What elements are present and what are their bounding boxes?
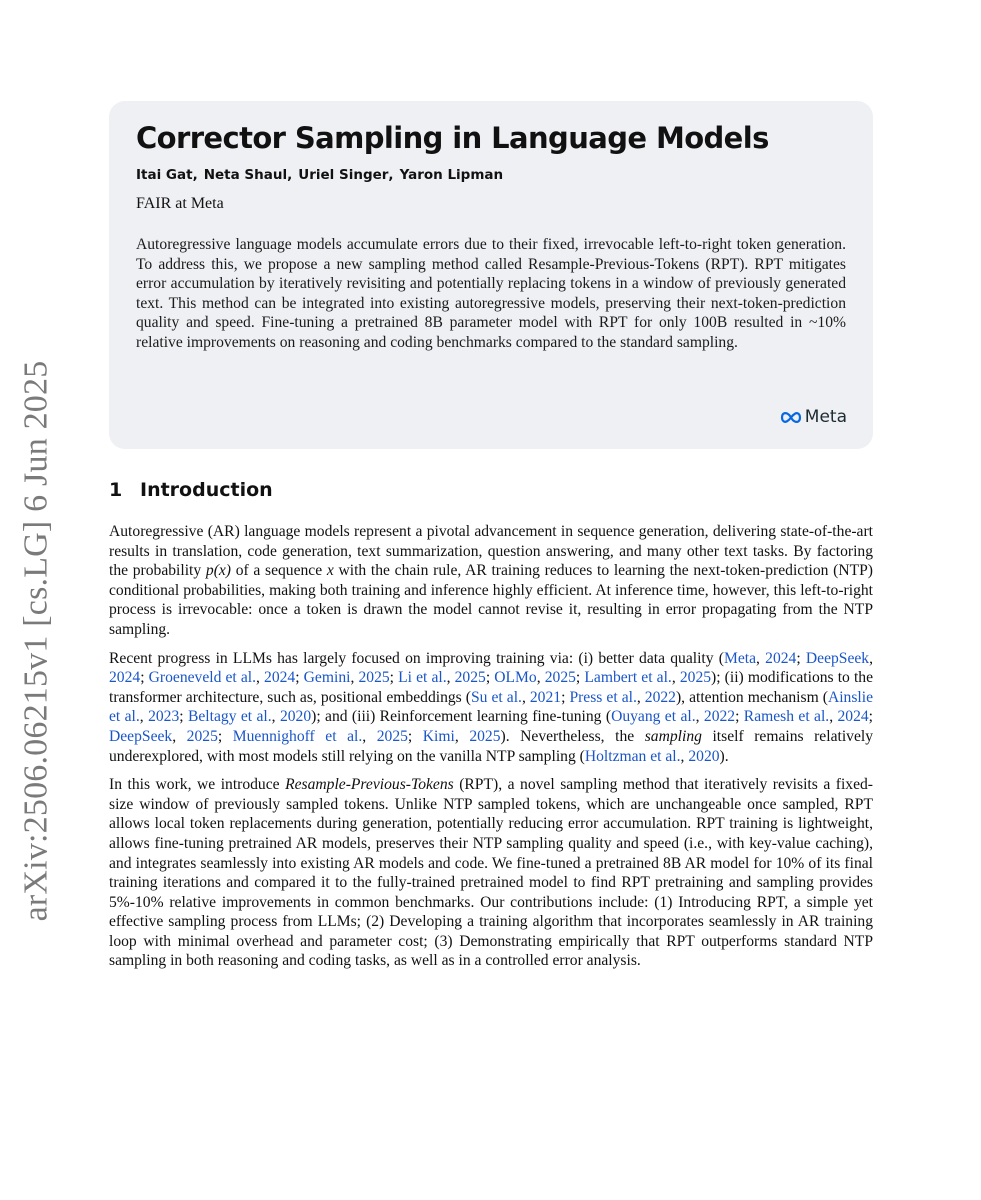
citation-link[interactable]: Li et al. [398, 669, 447, 687]
citation-sep: , [271, 708, 280, 726]
citation-link[interactable]: Beltagy et al. [187, 708, 272, 726]
section-title-text: Introduction [140, 479, 273, 501]
citation-year-link[interactable]: 2024 [765, 649, 797, 667]
citation-link[interactable]: DeepSeek [109, 727, 173, 745]
citation-year-link[interactable]: 2020 [688, 747, 720, 765]
citation-sep: ; [217, 727, 233, 745]
citation-sep: , [756, 649, 766, 667]
citation-year-link[interactable]: 2025 [469, 727, 501, 745]
affiliation: FAIR at Meta [136, 195, 224, 212]
citation-year-link[interactable]: 2025 [358, 669, 390, 687]
arxiv-identifier: arXiv:2506.06215v1 [cs.LG] 6 Jun 2025 [17, 360, 54, 922]
citation-year-link[interactable]: 2025 [679, 669, 712, 687]
citation-sep: ; [407, 727, 423, 745]
paragraph-3 [109, 775, 873, 971]
citation-sep: ; [179, 708, 188, 726]
citation-sep: , [680, 747, 689, 765]
introduction-body [109, 522, 873, 980]
citation-year-link[interactable]: 2024 [264, 669, 296, 687]
text-run: of a sequence [231, 562, 327, 580]
citation-sep: , [350, 669, 359, 687]
citation-link[interactable]: Kimi [422, 727, 455, 745]
citation-year-link[interactable]: 2025 [376, 727, 408, 745]
citation-sep: , [256, 669, 265, 687]
citation-sep: ; [868, 708, 874, 726]
citation-link[interactable]: Ainslie et al. [109, 688, 873, 726]
citation-link[interactable]: Holtzman et al. [584, 747, 681, 765]
citation-sep: , [362, 727, 377, 745]
emphasis: Resample-Previous-Tokens [285, 776, 454, 794]
citation-sep: ; [561, 688, 570, 706]
citation-link[interactable]: Lambert et al. [584, 669, 672, 687]
citation-link[interactable]: Meta [723, 649, 757, 667]
author-separator: , [388, 167, 394, 183]
text-run: ); and (iii) Reinforcement learning fine-tuning ( [311, 708, 612, 726]
citation-link[interactable]: Ramesh et al. [743, 708, 830, 726]
citation-year-link[interactable]: 2022 [703, 708, 736, 726]
meta-infinity-icon [780, 411, 802, 424]
citation-sep: , [446, 669, 455, 687]
text-run: Recent progress in LLMs has largely focused on improving training via: (i) better data quality ( [109, 649, 724, 667]
paragraph-1 [109, 522, 873, 640]
citation-year-link[interactable]: 2020 [279, 708, 312, 726]
citation-link[interactable]: DeepSeek [805, 649, 870, 667]
meta-logo [780, 407, 847, 427]
citation-sep: , [869, 649, 874, 667]
abstract-text: Autoregressive language models accumulate errors due to their fixed, irrevocable left-to-right token generation. To address this, we propose a new sampling method called Resample-Previous-Tokens (RPT). RPT mitigates error accumulation by iteratively revisiting and potentially replacing tokens in a window of previously generated text. This method can be integrated into existing autoregressive models, preserving their next-token-prediction quality and speed. Fine-tuning a pretrained 8B parameter model with RPT for only 100B resulted in ~10% relative improvements on reasoning and coding benchmarks compared to the standard sampling. [136, 236, 846, 351]
arxiv-sidebar [16, 360, 56, 922]
citation-sep: , [454, 727, 470, 745]
math-expression: p(x) [205, 562, 231, 580]
text-run: ). Nevertheless, the [500, 727, 645, 745]
author-separator: , [287, 167, 293, 183]
author-name: Uriel Singer [298, 167, 389, 183]
citation-year-link[interactable]: 2022 [644, 688, 676, 706]
title-abstract-box [109, 101, 873, 449]
author-name: Itai Gat [136, 167, 193, 183]
citation-sep: , [695, 708, 704, 726]
emphasis: sampling [644, 727, 702, 745]
section-heading [109, 479, 273, 501]
citation-sep: ; [485, 669, 495, 687]
citation-link[interactable]: Muennighoff et al. [232, 727, 363, 745]
citation-year-link[interactable]: 2025 [454, 669, 486, 687]
citation-sep: , [671, 669, 680, 687]
citation-link[interactable]: Su et al. [470, 688, 522, 706]
text-run: (RPT), a novel sampling method that iteratively revisits a fixed-size window of previously sampled tokens. Unlike NTP sampled tokens, which are unchangeable once sampled, RPT allows local token replacements during generation, potentially reducing error accumulation. RPT training is lightweight, allows fine-tuning pretrained AR models, preserves their NTP sampling quality and speed (i.e., with key-value caching), and integrates seamlessly into existing AR models and code. We fine-tuned a pretrained 8B AR model for 10% of its final training iterations and compared it to the fully-trained pretrained model to find RPT pretraining and sampling provides 5%-10% relative improvements in common benchmarks. Our contributions include: (1) Introducing RPT, a simple yet effective sampling process from LLMs; (2) Developing a training algorithm that incorporates seamlessly in AR training loop with minimal overhead and parameter cost; (3) Demonstrating empirically that RPT outperforms standard NTP sampling in both reasoning and coding tasks, as well as in a controlled error analysis. [109, 776, 873, 970]
author-name: Neta Shaul [203, 167, 288, 183]
author-name: Yaron Lipman [399, 167, 504, 183]
citation-year-link[interactable]: 2024 [837, 708, 869, 726]
text-run: with the chain rule, AR training reduces to learning the next-token-prediction (NTP) conditional probabilities, making both training and inference highly efficient. At inference time, however, this left-to-right process is irrevocable: once a token is drawn the model cannot revise it, resulting in error propagating from the NTP sampling. [109, 562, 873, 638]
text-run: ). [719, 747, 729, 765]
text-run: ); (ii) modifications to the transformer architecture, such as, positional embeddings ( [109, 669, 874, 706]
section-number: 1 [109, 479, 123, 501]
citation-link[interactable]: Gemini [303, 669, 351, 687]
text-run: In this work, we introduce [109, 776, 286, 794]
citation-year-link[interactable]: 2025 [186, 727, 218, 745]
citation-sep: , [829, 708, 838, 726]
citation-year-link[interactable]: 2021 [529, 688, 562, 706]
author-separator: , [192, 167, 198, 183]
paper-title: Corrector Sampling in Language Models [136, 121, 769, 155]
text-run: itself remains relatively underexplored, with most models still relying on the vanilla NTP sampling ( [109, 727, 873, 765]
citation-sep: , [636, 688, 645, 706]
citation-sep: , [521, 688, 530, 706]
citation-sep: , [536, 669, 545, 687]
citation-sep: , [139, 708, 149, 726]
citation-sep: ; [140, 669, 149, 687]
citation-link[interactable]: Press et al. [569, 688, 637, 706]
paragraph-2 [109, 649, 873, 767]
meta-logo-text: Meta [804, 407, 847, 427]
citation-sep: ; [389, 669, 399, 687]
citation-sep: ; [735, 708, 744, 726]
citation-year-link[interactable]: 2025 [544, 669, 576, 687]
citation-sep: ; [295, 669, 304, 687]
citation-link[interactable]: OLMo [494, 669, 537, 687]
citation-link[interactable]: Ouyang et al. [611, 708, 696, 726]
citation-link[interactable]: Groeneveld et al. [148, 669, 257, 687]
citation-sep: , [172, 727, 187, 745]
text-run: ), attention mechanism ( [675, 688, 828, 706]
citation-sep: ; [575, 669, 585, 687]
citation-sep: ; [796, 649, 806, 667]
citation-year-link[interactable]: 2024 [109, 669, 141, 687]
author-list [136, 167, 846, 183]
text-run: Autoregressive (AR) language models represent a pivotal advancement in sequence generation, delivering state-of-the-art results in translation, code generation, text summarization, question answering, and many other text tasks. By factoring the probability [109, 523, 873, 580]
citation-year-link[interactable]: 2023 [148, 708, 180, 726]
math-expression: x [326, 562, 334, 580]
